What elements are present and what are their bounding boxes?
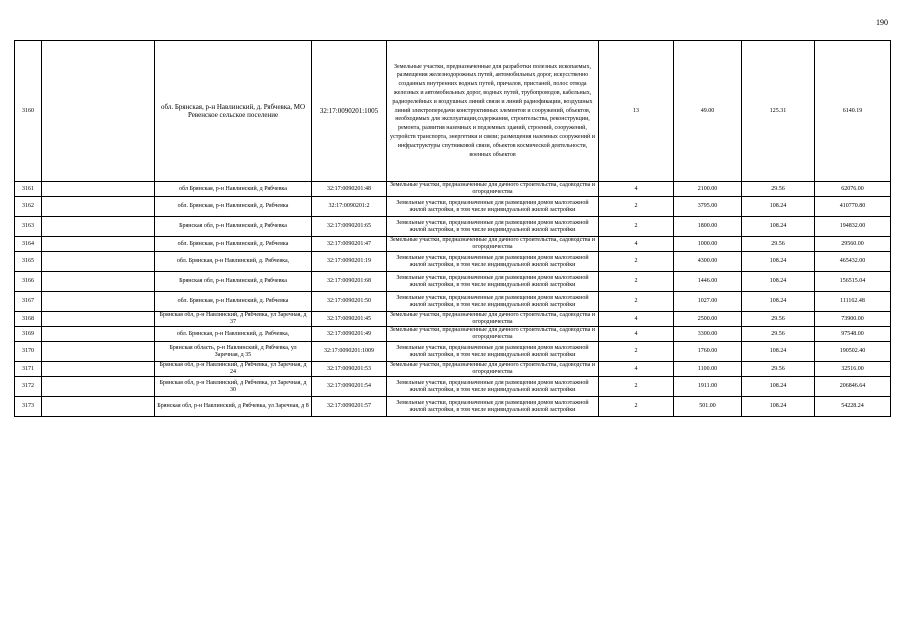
address-cell: Брянская обл, р-н Навлинский, д Рябчевка — [155, 217, 312, 237]
group-cell: 2 — [599, 197, 674, 217]
address-cell: Брянская обл, р-н Навлинский, д Рябчевка — [155, 272, 312, 292]
blank-cell — [42, 377, 155, 397]
rate-cell: 108.24 — [742, 252, 815, 272]
blank-cell — [42, 237, 155, 252]
land-purpose-cell: Земельные участки, предназначенные для дачного строительства, садоводства и огородничества — [387, 362, 599, 377]
cadastral-value-cell: 410770.80 — [815, 197, 891, 217]
cadastral-number-cell: 32:17:0090201:48 — [312, 182, 387, 197]
page-number: 190 — [876, 18, 888, 27]
area-cell: 3300.00 — [674, 327, 742, 342]
blank-cell — [42, 342, 155, 362]
group-cell: 4 — [599, 182, 674, 197]
table-row — [15, 252, 891, 272]
table-row — [15, 182, 891, 197]
row-number: 3170 — [15, 342, 42, 362]
group-cell: 2 — [599, 252, 674, 272]
group-cell: 2 — [599, 377, 674, 397]
group-cell: 4 — [599, 362, 674, 377]
area-cell: 1760.00 — [674, 342, 742, 362]
area-cell: 1000.00 — [674, 237, 742, 252]
cadastral-value-cell: 32516.00 — [815, 362, 891, 377]
group-cell: 2 — [599, 217, 674, 237]
cadastral-number-cell: 32:17:0090201:50 — [312, 292, 387, 312]
blank-cell — [42, 41, 155, 182]
land-registry-table — [14, 40, 891, 417]
cadastral-number-cell: 32:17:0090201:1009 — [312, 342, 387, 362]
address-cell: обл. Брянская, р-н Навлинский, д. Рябчевка, — [155, 327, 312, 342]
group-cell: 2 — [599, 272, 674, 292]
cadastral-value-cell: 62076.00 — [815, 182, 891, 197]
rate-cell: 108.24 — [742, 342, 815, 362]
address-cell: обл. Брянская, р-н Навлинский, д. Рябчевка — [155, 197, 312, 217]
cadastral-number-cell: 32:17:0090201:45 — [312, 312, 387, 327]
cadastral-value-cell: 465432.00 — [815, 252, 891, 272]
blank-cell — [42, 272, 155, 292]
blank-cell — [42, 182, 155, 197]
table-row — [15, 237, 891, 252]
cadastral-number-cell: 32:17:0090201:1005 — [312, 41, 387, 182]
cadastral-value-cell: 6140.19 — [815, 41, 891, 182]
area-cell: 1027.00 — [674, 292, 742, 312]
table-body — [15, 41, 891, 417]
address-cell: Брянская обл, р-н Навлинский, д Рябчевка, ул Заречная, д 8 — [155, 397, 312, 417]
cadastral-value-cell: 73900.00 — [815, 312, 891, 327]
cadastral-number-cell: 32:17:0090201:57 — [312, 397, 387, 417]
rate-cell: 108.24 — [742, 197, 815, 217]
rate-cell: 108.24 — [742, 377, 815, 397]
rate-cell: 29.56 — [742, 312, 815, 327]
table-row — [15, 362, 891, 377]
table-row — [15, 327, 891, 342]
cadastral-value-cell: 54228.24 — [815, 397, 891, 417]
row-number: 3163 — [15, 217, 42, 237]
land-purpose-cell: Земельные участки, предназначенные для размещения домов малоэтажной жилой застройки, в том числе индивидуальной жилой застройки — [387, 252, 599, 272]
blank-cell — [42, 252, 155, 272]
group-cell: 4 — [599, 312, 674, 327]
address-cell: обл. Брянская, р-н Навлинский, д. Рябчевка, МО Ревенское сельское поселение — [155, 41, 312, 182]
area-cell: 1800.00 — [674, 217, 742, 237]
address-cell: Брянская обл, р-н Навлинский, д Рябчевка, ул Заречная, д 37 — [155, 312, 312, 327]
address-cell: обл Брянская, р-н Навлинский, д Рябчевка — [155, 182, 312, 197]
table-row — [15, 312, 891, 327]
blank-cell — [42, 327, 155, 342]
cadastral-value-cell: 190502.40 — [815, 342, 891, 362]
land-purpose-cell: Земельные участки, предназначенные для дачного строительства, садоводства и огородничества — [387, 237, 599, 252]
cadastral-value-cell: 156515.04 — [815, 272, 891, 292]
land-purpose-cell: Земельные участки, предназначенные для размещения домов малоэтажной жилой застройки, в том числе индивидуальной жилой застройки — [387, 272, 599, 292]
row-number: 3167 — [15, 292, 42, 312]
row-number: 3166 — [15, 272, 42, 292]
group-cell: 2 — [599, 397, 674, 417]
row-number: 3160 — [15, 41, 42, 182]
table-row — [15, 292, 891, 312]
land-purpose-cell: Земельные участки, предназначенные для размещения домов малоэтажной жилой застройки, в том числе индивидуальной жилой застройки — [387, 377, 599, 397]
rate-cell: 108.24 — [742, 397, 815, 417]
cadastral-number-cell: 32:17:0090201:53 — [312, 362, 387, 377]
area-cell: 501.00 — [674, 397, 742, 417]
land-purpose-cell: Земельные участки, предназначенные для размещения домов малоэтажной жилой застройки, в том числе индивидуальной жилой застройки — [387, 217, 599, 237]
group-cell: 2 — [599, 342, 674, 362]
land-purpose-cell: Земельные участки, предназначенные для размещения домов малоэтажной жилой застройки, в том числе индивидуальной жилой застройки — [387, 397, 599, 417]
blank-cell — [42, 197, 155, 217]
cadastral-value-cell: 194832.00 — [815, 217, 891, 237]
address-cell: Брянская обл, р-н Навлинский, д Рябчевка, ул Заречная, д 24 — [155, 362, 312, 377]
land-purpose-cell: Земельные участки, предназначенные для размещения домов малоэтажной жилой застройки, в том числе индивидуальной жилой застройки — [387, 292, 599, 312]
cadastral-value-cell: 206846.64 — [815, 377, 891, 397]
cadastral-number-cell: 32:17:0090201:2 — [312, 197, 387, 217]
address-cell: обл. Брянская, р-н Навлинский, д. Рябчевка — [155, 237, 312, 252]
land-purpose-cell: Земельные участки, предназначенные для дачного строительства, садоводства и огородничества — [387, 312, 599, 327]
land-purpose-cell: Земельные участки, предназначенные для размещения домов малоэтажной жилой застройки, в том числе индивидуальной жилой застройки — [387, 197, 599, 217]
area-cell: 2500.00 — [674, 312, 742, 327]
group-cell: 4 — [599, 237, 674, 252]
group-cell: 2 — [599, 292, 674, 312]
land-purpose-cell: Земельные участки, предназначенные для разработки полезных ископаемых, размещения железнодорожных путей, автомобильных дорог, искусственно созданных внутренних водных путей, причалов, пристаней, полос отвода железных и автомобильных дорог, водных путей, трубопроводов, кабельных, радиорелейных и воздушных линий связи и линий радиофикации, воздушных линий электропередачи конструктивных элементов и сооружений, объектов, необходимых для эксплуатации,содержания, строительства, реконструкции, ремонта, развития наземных и подземных зданий, строений, сооружений, устройств транспорта, энергетики и связи; размещения наземных сооружений и инфраструктуры спутниковой связи, объектов космической деятельности, военных объектов — [387, 41, 599, 182]
address-cell: Брянская область, р-н Навлинский, д Рябчевка, ул Заречная, д 35 — [155, 342, 312, 362]
blank-cell — [42, 397, 155, 417]
rate-cell: 108.24 — [742, 217, 815, 237]
cadastral-number-cell: 32:17:0090201:65 — [312, 217, 387, 237]
address-cell: Брянская обл, р-н Навлинский, д Рябчевка, ул Заречная, д 30 — [155, 377, 312, 397]
area-cell: 49.00 — [674, 41, 742, 182]
row-number: 3165 — [15, 252, 42, 272]
group-cell: 13 — [599, 41, 674, 182]
cadastral-value-cell: 97548.00 — [815, 327, 891, 342]
land-purpose-cell: Земельные участки, предназначенные для размещения домов малоэтажной жилой застройки, в том числе индивидуальной жилой застройки — [387, 342, 599, 362]
group-cell: 4 — [599, 327, 674, 342]
table-row — [15, 377, 891, 397]
row-number: 3169 — [15, 327, 42, 342]
row-number: 3173 — [15, 397, 42, 417]
row-number: 3168 — [15, 312, 42, 327]
rate-cell: 125.31 — [742, 41, 815, 182]
table-row — [15, 217, 891, 237]
row-number: 3162 — [15, 197, 42, 217]
cadastral-number-cell: 32:17:0090201:47 — [312, 237, 387, 252]
address-cell: обл. Брянская, р-н Навлинский, д. Рябчевка — [155, 292, 312, 312]
cadastral-number-cell: 32:17:0090201:68 — [312, 272, 387, 292]
area-cell: 1446.00 — [674, 272, 742, 292]
land-purpose-cell: Земельные участки, предназначенные для дачного строительства, садоводства и огородничества — [387, 327, 599, 342]
blank-cell — [42, 292, 155, 312]
rate-cell: 108.24 — [742, 292, 815, 312]
table-row — [15, 342, 891, 362]
rate-cell: 108.24 — [742, 272, 815, 292]
land-purpose-cell: Земельные участки, предназначенные для дачного строительства, садоводства и огородничества — [387, 182, 599, 197]
table-row — [15, 397, 891, 417]
rate-cell: 29.56 — [742, 327, 815, 342]
row-number: 3161 — [15, 182, 42, 197]
cadastral-number-cell: 32:17:0090201:49 — [312, 327, 387, 342]
cadastral-number-cell: 32:17:0090201:19 — [312, 252, 387, 272]
table-row — [15, 272, 891, 292]
cadastral-number-cell: 32:17:0090201:54 — [312, 377, 387, 397]
area-cell: 1911.00 — [674, 377, 742, 397]
address-cell: обл. Брянская, р-н Навлинский, д. Рябчевка, — [155, 252, 312, 272]
area-cell: 2100.00 — [674, 182, 742, 197]
table-row — [15, 197, 891, 217]
row-number: 3172 — [15, 377, 42, 397]
blank-cell — [42, 217, 155, 237]
blank-cell — [42, 362, 155, 377]
row-number: 3171 — [15, 362, 42, 377]
rate-cell: 29.56 — [742, 362, 815, 377]
cadastral-value-cell: 111162.48 — [815, 292, 891, 312]
row-number: 3164 — [15, 237, 42, 252]
rate-cell: 29.56 — [742, 237, 815, 252]
area-cell: 3795.00 — [674, 197, 742, 217]
blank-cell — [42, 312, 155, 327]
rate-cell: 29.56 — [742, 182, 815, 197]
table-row — [15, 41, 891, 182]
cadastral-value-cell: 29560.00 — [815, 237, 891, 252]
area-cell: 4300.00 — [674, 252, 742, 272]
area-cell: 1100.00 — [674, 362, 742, 377]
